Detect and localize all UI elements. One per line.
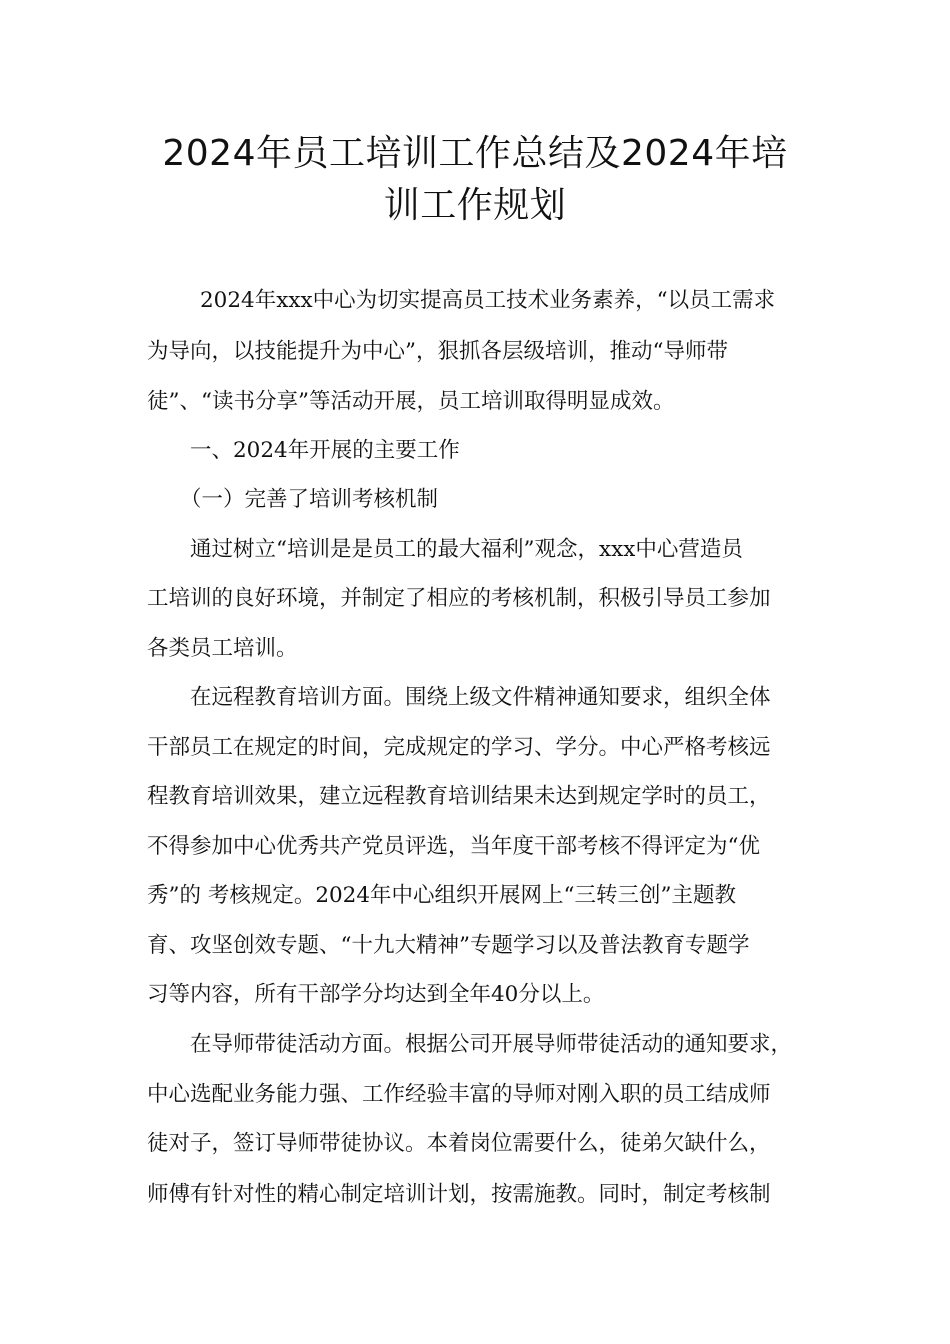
paragraph-line: 秀”的 考核规定。2024年中心组织开展网上“三转三创”主题教 [147, 883, 737, 908]
paragraph-line: 在远程教育培训方面。围绕上级文件精神通知要求，组织全体 [190, 685, 771, 710]
paragraph-line: 为导向，以技能提升为中心”，狠抓各层级培训，推动“导师带 [147, 339, 728, 364]
paragraph-line: 在导师带徒活动方面。根据公司开展导师带徒活动的通知要求， [190, 1032, 793, 1057]
document-title-line-2: 训工作规划 [383, 185, 567, 226]
paragraph-line: 育、攻坚创效专题、“十九大精神”专题学习以及普法教育专题学 [147, 933, 750, 958]
paragraph-line: 师傅有针对性的精心制定培训计划，按需施教。同时，制定考核制 [147, 1182, 771, 1207]
document-title-line-1: 2024年员工培训工作总结及2024年培 [162, 133, 788, 174]
paragraph-line: 徒”、“读书分享”等活动开展，员工培训取得明显成效。 [147, 389, 675, 414]
paragraph-line: 不得参加中心优秀共产党员评选，当年度干部考核不得评定为“优 [147, 834, 760, 859]
paragraph-line: 干部员工在规定的时间，完成规定的学习、学分。中心严格考核远 [147, 735, 771, 760]
paragraph-line: 习等内容，所有干部学分均达到全年40分以上。 [147, 982, 605, 1007]
paragraph-line: 工培训的良好环境，并制定了相应的考核机制，积极引导员工参加 [147, 586, 771, 611]
paragraph-line: 通过树立“培训是是员工的最大福利”观念，xxx中心营造员 [190, 537, 743, 562]
paragraph-line: 徒对子，签订导师带徒协议。本着岗位需要什么，徒弟欠缺什么， [147, 1131, 771, 1156]
subsection-heading: （一）完善了培训考核机制 [180, 487, 439, 512]
section-heading: 一、2024年开展的主要工作 [190, 438, 460, 463]
paragraph-line: 程教育培训效果，建立远程教育培训结果未达到规定学时的员工， [147, 784, 771, 809]
paragraph-line: 各类员工培训。 [147, 636, 298, 661]
paragraph-line: 中心选配业务能力强、工作经验丰富的导师对刚入职的员工结成师 [147, 1082, 771, 1107]
paragraph-line: 2024年xxx中心为切实提高员工技术业务素养，“以员工需求 [200, 288, 776, 313]
